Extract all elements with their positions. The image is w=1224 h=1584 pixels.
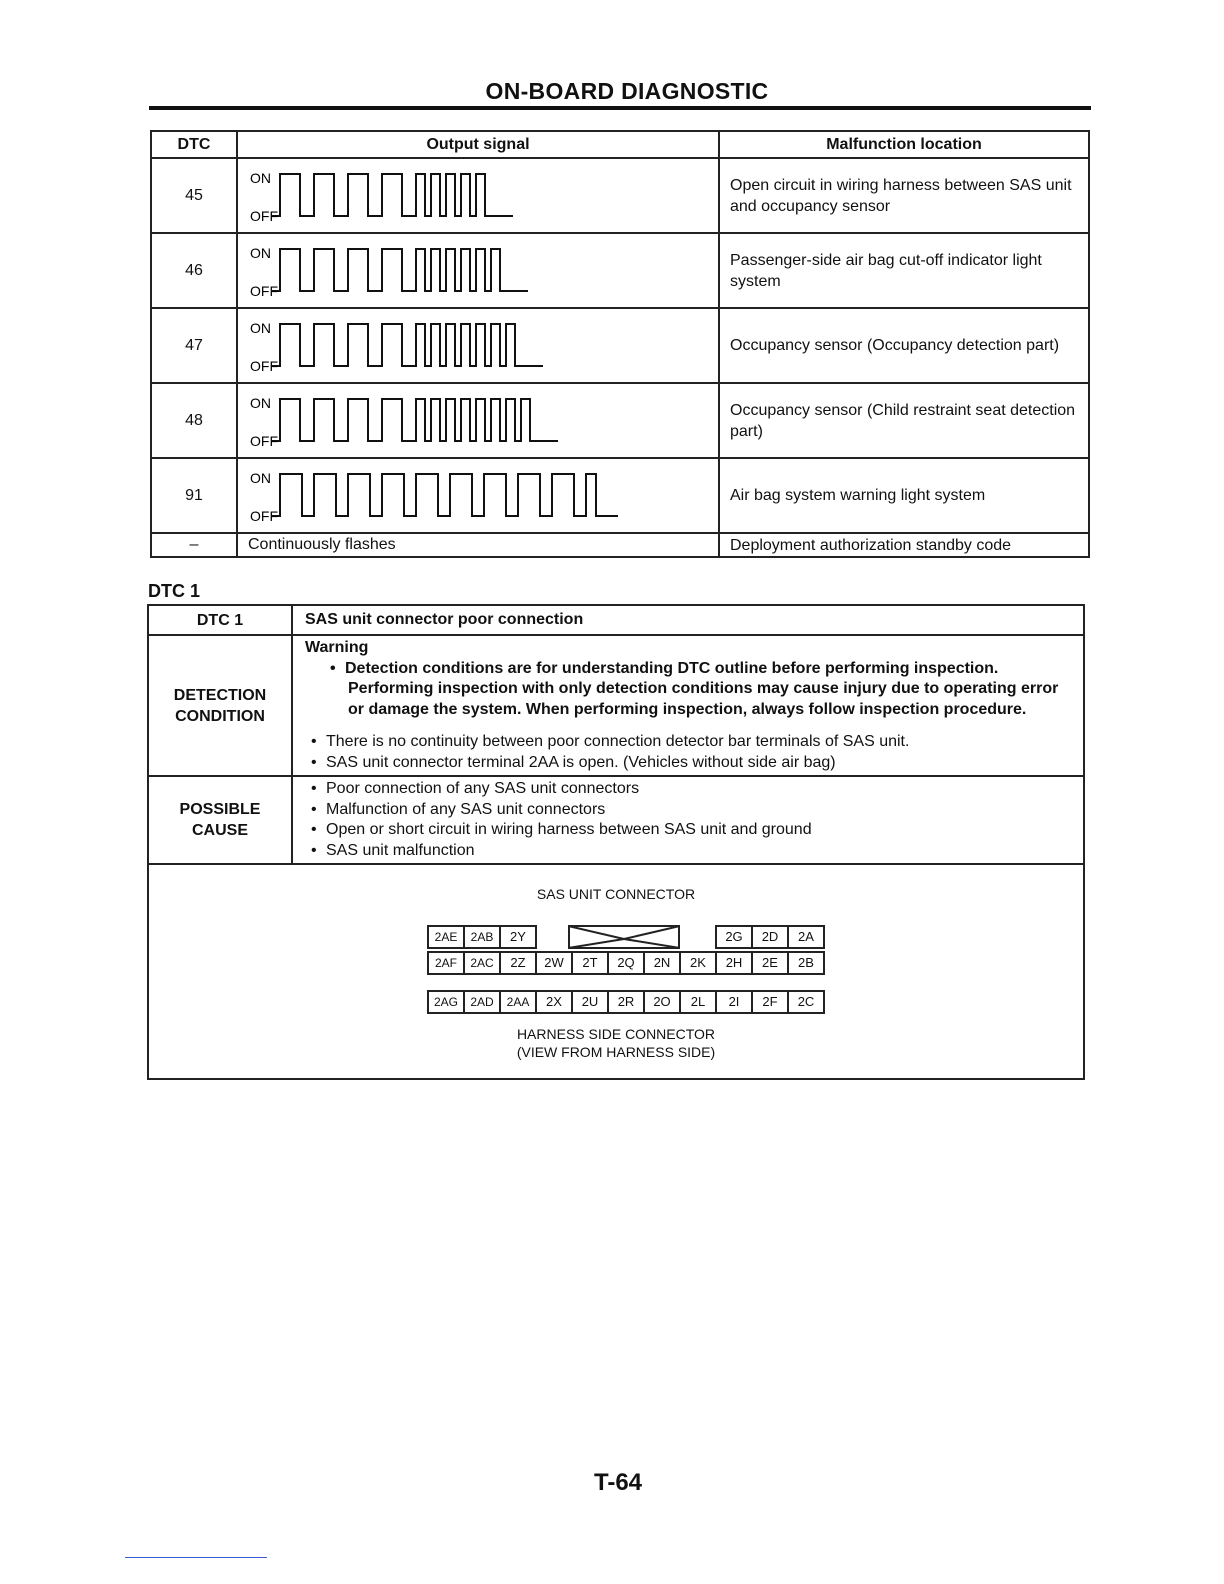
list-item: • There is no continuity between poor connection detector bar terminals of SAS unit. xyxy=(311,733,910,750)
connector-diagram xyxy=(148,864,1084,1079)
list-item-text: Poor connection of any SAS unit connectors xyxy=(326,780,640,797)
malfunction-location: Occupancy sensor (Occupancy detection part) xyxy=(719,308,1089,383)
blank-cavity-mark xyxy=(568,925,680,951)
dtc-row xyxy=(151,233,1089,308)
connector-pin: 2AD xyxy=(463,990,501,1014)
detection-label-line: CONDITION xyxy=(175,707,265,725)
off-label: OFF xyxy=(250,283,278,299)
cause-label-line: POSSIBLE xyxy=(179,801,261,818)
dtc-row xyxy=(151,158,1089,233)
malfunction-location: Passenger-side air bag cut-off indicator light system xyxy=(719,233,1089,308)
connector-pin: 2Q xyxy=(607,951,645,975)
list-item-text: SAS unit malfunction xyxy=(326,841,475,859)
connector-pin: 2I xyxy=(715,990,753,1014)
pulse-line xyxy=(272,474,618,516)
dtc-table-header xyxy=(151,131,1089,158)
warning-title: Warning xyxy=(305,639,369,656)
output-signal-cell xyxy=(237,308,719,383)
connector-pin: 2AF xyxy=(427,951,465,975)
cause-label-line: CAUSE xyxy=(191,822,248,839)
connector-pin: 2B xyxy=(787,951,825,975)
connector-pin: 2T xyxy=(571,951,609,975)
connector-pin: 2X xyxy=(535,990,573,1014)
list-item: • SAS unit malfunction xyxy=(311,841,475,859)
malfunction-location: Open circuit in wiring harness between SAS unit and occupancy sensor xyxy=(719,158,1089,233)
detection-label-line: DETECTION xyxy=(173,686,267,704)
connector-title: SAS UNIT CONNECTOR xyxy=(536,886,696,902)
dtc-code: 91 xyxy=(151,458,237,533)
output-signal-cell xyxy=(237,383,719,458)
output-signal-cell xyxy=(237,158,719,233)
possible-cause-label xyxy=(148,776,292,864)
list-item-text: Malfunction of any SAS unit connectors xyxy=(326,800,606,818)
header-dtc: DTC xyxy=(151,131,237,158)
connector-pin: 2U xyxy=(571,990,609,1014)
detection-condition-content xyxy=(292,635,1084,776)
page-title: ON-BOARD DIAGNOSTIC xyxy=(485,78,769,104)
header-output-signal: Output signal xyxy=(237,131,719,158)
connector-footer xyxy=(149,1025,1083,1061)
detection-condition-label xyxy=(148,635,292,776)
dtc-code: 46 xyxy=(151,233,237,308)
dtc-row xyxy=(151,383,1089,458)
dtc-code: – xyxy=(151,533,237,557)
list-item-text: SAS unit connector terminal 2AA is open. (Vehicles without side air bag) xyxy=(326,753,836,771)
dtc-row xyxy=(151,308,1089,383)
pulse-waveform xyxy=(238,384,718,457)
connector-pin: 2L xyxy=(679,990,717,1014)
dtc-row xyxy=(151,458,1089,533)
dtc-row xyxy=(151,533,1089,557)
dtc-code: 48 xyxy=(151,383,237,458)
detection-condition-row xyxy=(148,635,1084,776)
pulse-waveform xyxy=(238,234,718,307)
list-item: • Malfunction of any SAS unit connectors xyxy=(311,800,606,818)
header-malfunction-location: Malfunction location xyxy=(719,131,1089,158)
off-label: OFF xyxy=(250,358,278,374)
warning-item: • Detection conditions are for understanding DTC outline before performing inspection. Performing inspection with only detection conditions may cause injury due to operating error or damage the system. When performing inspection, always follow inspection procedure. xyxy=(330,659,1059,718)
list-item-text: There is no continuity between poor connection detector bar terminals of SAS unit. xyxy=(326,733,910,750)
connector-pin: 2Y xyxy=(499,925,537,949)
malfunction-location: Deployment authorization standby code xyxy=(719,533,1089,557)
list-item-text: Open or short circuit in wiring harness between SAS unit and ground xyxy=(326,821,812,838)
dtc1-header-text: SAS unit connector poor connection xyxy=(292,605,1084,635)
connector-pin: 2H xyxy=(715,951,753,975)
pulse-line xyxy=(272,174,513,216)
warning-text: Detection conditions are for understanding DTC outline before performing inspection. Performing inspection with only detection conditions may cause injury due to operating error or damage the system. When performing inspection, always follow inspection procedure. xyxy=(345,659,1059,718)
page-number: T-64 xyxy=(593,1469,643,1496)
connector-pin: 2AC xyxy=(463,951,501,975)
pulse-waveform xyxy=(238,159,718,232)
connector-pin: 2F xyxy=(751,990,789,1014)
possible-cause-content xyxy=(292,776,1084,864)
off-label: OFF xyxy=(250,508,278,524)
on-label: ON xyxy=(250,470,271,486)
list-item: • Poor connection of any SAS unit connectors xyxy=(311,780,640,797)
off-label: OFF xyxy=(250,433,278,449)
possible-cause-row xyxy=(148,776,1084,864)
connector-pin: 2E xyxy=(751,951,789,975)
connector-pin: 2A xyxy=(787,925,825,949)
dtc1-header-row xyxy=(148,605,1084,635)
connector-pin: 2G xyxy=(715,925,753,949)
connector-pin: 2AB xyxy=(463,925,501,949)
connector-pin: 2AE xyxy=(427,925,465,949)
list-item: • Open or short circuit in wiring harness between SAS unit and ground xyxy=(311,821,812,838)
malfunction-location: Air bag system warning light system xyxy=(719,458,1089,533)
off-label: OFF xyxy=(250,208,278,224)
connector-pin: 2Z xyxy=(499,951,537,975)
title-rule xyxy=(149,106,1091,110)
output-signal-cell xyxy=(237,458,719,533)
connector-pin: 2K xyxy=(679,951,717,975)
connector-pin: 2D xyxy=(751,925,789,949)
output-signal-text: Continuously flashes xyxy=(237,533,719,557)
connector-pin: 2R xyxy=(607,990,645,1014)
on-label: ON xyxy=(250,395,271,411)
dtc1-table xyxy=(147,604,1085,1080)
on-label: ON xyxy=(250,320,271,336)
detection-list xyxy=(305,732,1071,773)
warning-list xyxy=(305,659,1071,721)
section-title: DTC 1 xyxy=(148,581,201,601)
connector-pin: 2O xyxy=(643,990,681,1014)
connector-row xyxy=(148,864,1084,1079)
list-item: • SAS unit connector terminal 2AA is open. (Vehicles without side air bag) xyxy=(311,753,836,771)
connector-pin: 2AA xyxy=(499,990,537,1014)
on-label: ON xyxy=(250,170,271,186)
malfunction-location: Occupancy sensor (Child restraint seat detection part) xyxy=(719,383,1089,458)
on-label: ON xyxy=(250,245,271,261)
dtc1-header-label: DTC 1 xyxy=(148,605,292,635)
connector-pin: 2W xyxy=(535,951,573,975)
pulse-waveform xyxy=(238,459,718,532)
pulse-line xyxy=(272,399,558,441)
connector-pin: 2C xyxy=(787,990,825,1014)
pulse-line xyxy=(272,324,543,366)
cause-list xyxy=(305,779,1071,861)
connector-pin: 2AG xyxy=(427,990,465,1014)
pulse-line xyxy=(272,249,528,291)
connector-pin: 2N xyxy=(643,951,681,975)
connector-footer-line: (VIEW FROM HARNESS SIDE) xyxy=(516,1044,716,1060)
pulse-waveform xyxy=(238,309,718,382)
dtc-signal-table xyxy=(150,130,1090,558)
output-signal-cell xyxy=(237,233,719,308)
dtc-code: 45 xyxy=(151,158,237,233)
connector-footer-line: HARNESS SIDE CONNECTOR xyxy=(516,1026,716,1042)
dtc-code: 47 xyxy=(151,308,237,383)
footer-line xyxy=(125,1557,267,1558)
